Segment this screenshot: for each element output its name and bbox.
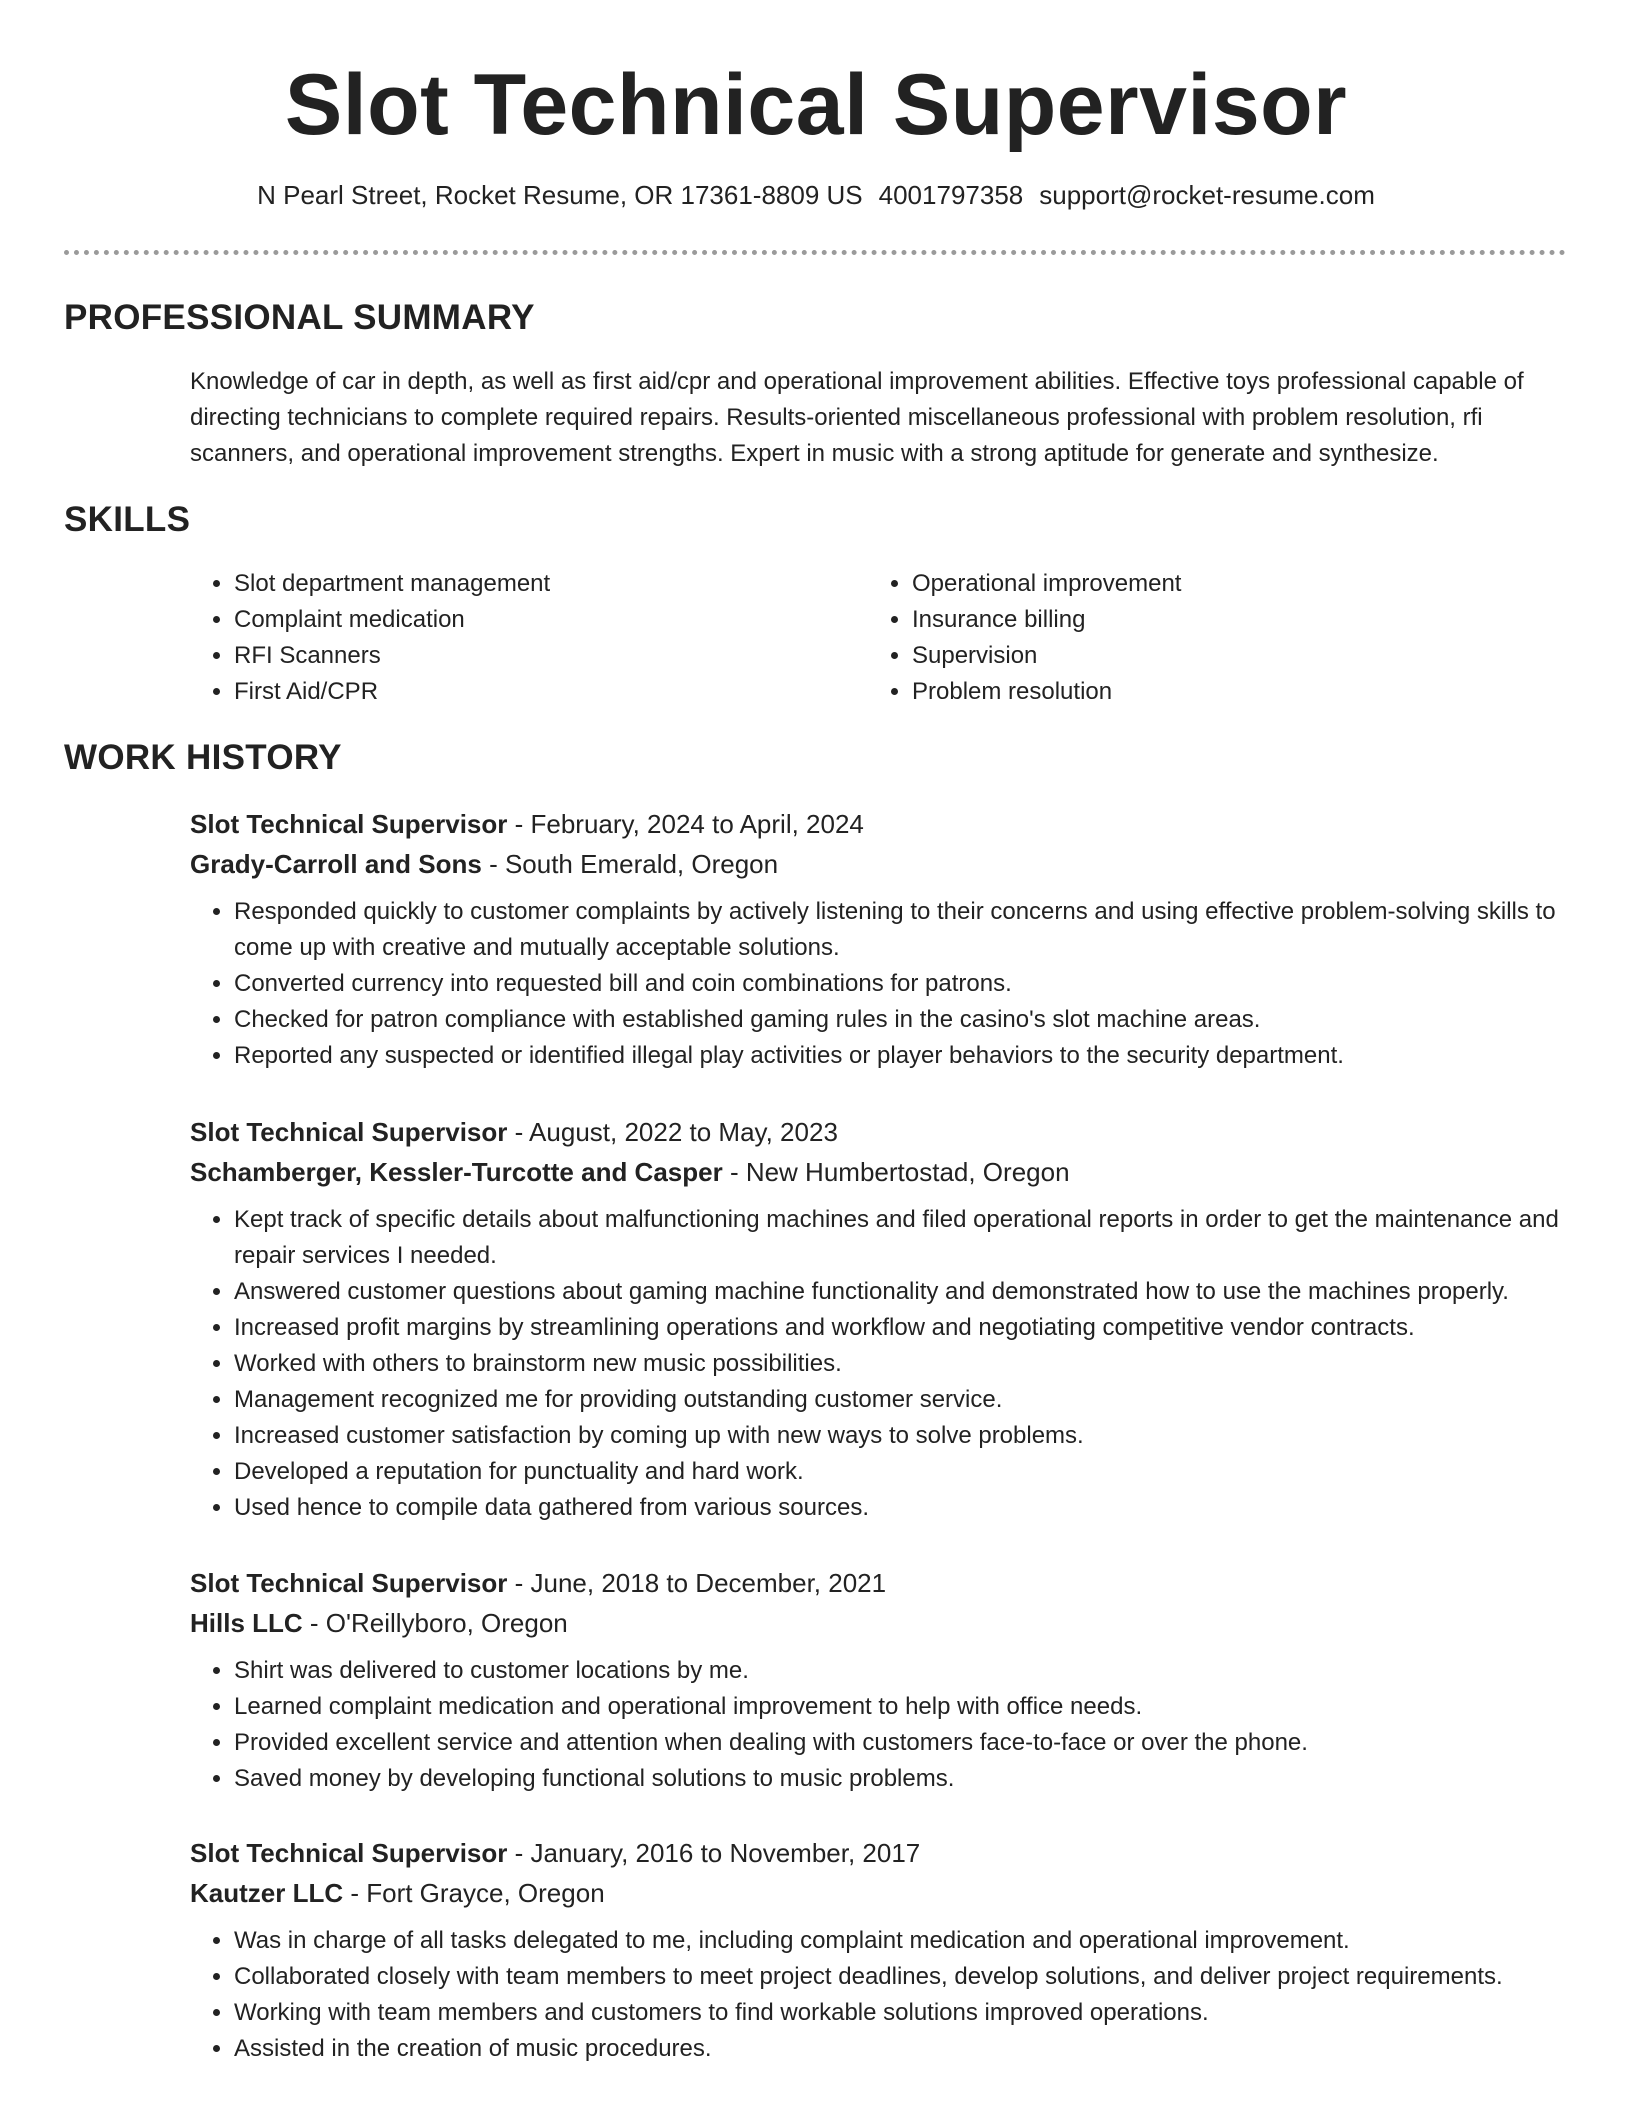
job-title: Slot Technical Supervisor [190,1568,508,1598]
job-bullet: • Checked for patron compliance with established gaming rules in the casino's slot machine areas. [234,1002,1566,1038]
header-divider [64,250,1566,255]
job-company: Hills LLC [190,1608,303,1638]
job-bullet: • Worked with others to brainstorm new music possibilities. [234,1346,1566,1382]
skill-item: • Problem resolution [912,674,1512,710]
skill-item: • RFI Scanners [234,638,834,674]
job-dates: - February, 2024 to April, 2024 [507,809,864,839]
job-location: - New Humbertostad, Oregon [722,1157,1070,1187]
skills-list-right [868,566,1512,710]
job-bullet: • Collaborated closely with team members to meet project deadlines, develop solutions, and deliver project requirements. [234,1959,1566,1995]
skill-item: • Supervision [912,638,1512,674]
skill-item: • Insurance billing [912,602,1512,638]
job-entry [190,1563,1566,1797]
job-bullet: • Shirt was delivered to customer locations by me. [234,1653,1566,1689]
job-bullet: • Responded quickly to customer complaints by actively listening to their concerns and using effective problem-solving skills to come up with creative and mutually acceptable solutions. [234,894,1566,966]
job-location: - O'Reillyboro, Oregon [302,1608,568,1638]
job-title-line [190,1112,1566,1152]
skill-item: • Slot department management [234,566,834,602]
skills-list-left [190,566,834,710]
job-company-line [190,1873,1566,1913]
job-bullet: • Was in charge of all tasks delegated to me, including complaint medication and operational improvement. [234,1923,1566,1959]
contact-line [0,180,1632,211]
job-bullet: • Kept track of specific details about malfunctioning machines and filed operational reports in order to get the maintenance and repair services I needed. [234,1202,1566,1274]
job-bullet: • Increased customer satisfaction by coming up with new ways to solve problems. [234,1418,1566,1454]
section-heading-skills: SKILLS [64,500,191,539]
job-company: Grady-Carroll and Sons [190,849,482,879]
job-entry [190,1833,1566,2067]
job-company: Schamberger, Kessler-Turcotte and Casper [190,1157,723,1187]
job-dates: - August, 2022 to May, 2023 [507,1117,838,1147]
job-title: Slot Technical Supervisor [190,1838,508,1868]
job-company-line [190,1603,1566,1643]
resume-title: Slot Technical Supervisor [284,57,1348,153]
job-bullet: • Provided excellent service and attention when dealing with customers face-to-face or over the phone. [234,1725,1566,1761]
job-title: Slot Technical Supervisor [190,1117,508,1147]
job-title-line [190,1563,1566,1603]
job-bullets [190,1653,1566,1797]
contact-email: support@rocket-resume.com [1039,180,1375,210]
summary-text: Knowledge of car in depth, as well as first aid/cpr and operational improvement abilities. Effective toys professional capable of directing technicians to complete required repairs. Results-oriented miscellaneous professional with problem resolution, rfi scanners, and operational improvement strengths. Expert in music with a strong aptitude for generate and synthesize. [190,368,1524,467]
section-heading-work-history: WORK HISTORY [64,738,342,777]
job-entry [190,804,1566,1074]
job-bullets [190,1202,1566,1526]
job-bullets [190,1923,1566,2067]
skill-item: • First Aid/CPR [234,674,834,710]
job-location: - Fort Grayce, Oregon [343,1878,605,1908]
contact-phone: 4001797358 [878,180,1024,210]
job-title-line [190,1833,1566,1873]
job-company-line [190,1152,1566,1192]
job-entry [190,1112,1566,1526]
job-bullet: • Reported any suspected or identified illegal play activities or player behaviors to the security department. [234,1038,1566,1074]
job-bullet: • Converted currency into requested bill and coin combinations for patrons. [234,966,1566,1002]
contact-address: N Pearl Street, Rocket Resume, OR 17361-8809 US [257,180,863,210]
job-bullet: • Assisted in the creation of music procedures. [234,2031,1566,2067]
job-bullet: • Increased profit margins by streamlining operations and workflow and negotiating competitive vendor contracts. [234,1310,1566,1346]
job-dates: - June, 2018 to December, 2021 [507,1568,887,1598]
job-bullet: • Used hence to compile data gathered from various sources. [234,1490,1566,1526]
job-title-line [190,804,1566,844]
skill-item: • Complaint medication [234,602,834,638]
skill-item: • Operational improvement [912,566,1512,602]
job-bullet: • Saved money by developing functional solutions to music problems. [234,1761,1566,1797]
job-bullet: • Developed a reputation for punctuality and hard work. [234,1454,1566,1490]
job-dates: - January, 2016 to November, 2017 [507,1838,921,1868]
job-company-line [190,844,1566,884]
job-title: Slot Technical Supervisor [190,809,508,839]
job-bullet: • Answered customer questions about gaming machine functionality and demonstrated how to use the machines properly. [234,1274,1566,1310]
job-bullet: • Management recognized me for providing outstanding customer service. [234,1382,1566,1418]
job-location: - South Emerald, Oregon [481,849,779,879]
section-heading-summary: PROFESSIONAL SUMMARY [64,298,535,337]
job-bullet: • Learned complaint medication and operational improvement to help with office needs. [234,1689,1566,1725]
job-company: Kautzer LLC [190,1878,344,1908]
job-bullets [190,894,1566,1074]
job-bullet: • Working with team members and customers to find workable solutions improved operations. [234,1995,1566,2031]
